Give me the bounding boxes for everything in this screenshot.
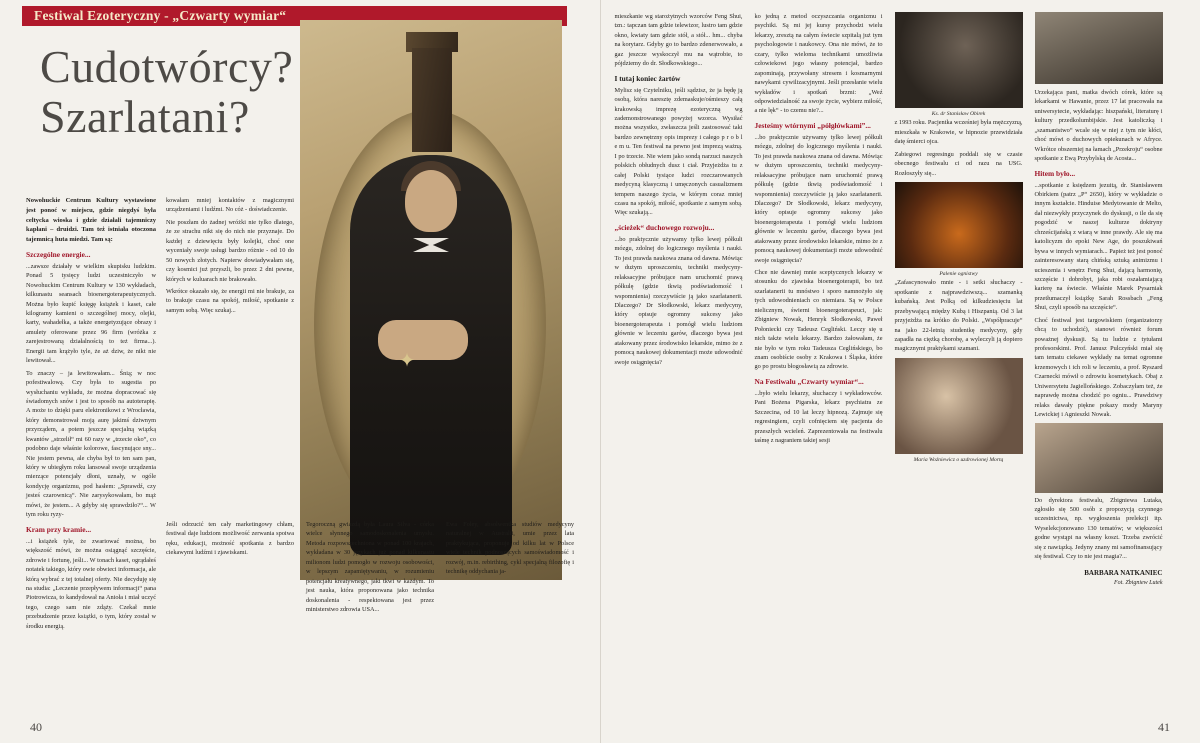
section-heading-koniec-zartow: I tutaj koniec żartów <box>614 73 681 83</box>
c6-p1: Urzekająca pani, matka dwóch córek, które są lekarkami w Hawanie, przez 17 lat pracowała na uniwersytecie, wykładając: hiszpański, literaturę i kultury przedkolumbijskie. Jest katoliczką i „szamanistwo“ wcale się w niej z tym nie kłóci, choć mówi o duchowych opiekunach w Afryce. Wkrótce obszerniej na łamach „Przekroju“ osobne spotkanie z Ewą Przybylską de Acosta... <box>1034 89 1163 163</box>
photo-fire-walking <box>895 182 1023 268</box>
figure-hands <box>378 320 468 360</box>
column-6 <box>755 12 883 714</box>
column-4-lower <box>446 520 574 716</box>
photo-lecture <box>1035 12 1163 84</box>
c2-p6: Ewa Foley, absolwentka studiów medycyny naturalnej w Australii, umie przez lata praktykująca, proponuje od kilku lat w Polsce wiele technik podnoszących samoświadomość i rozwój, m.in. rebirthing, cykl specjalną filozofię i technikę oddychania ja- <box>446 521 574 576</box>
section-heading-hitem-bylo: Hitem było... <box>1034 168 1076 178</box>
page-number-right: 41 <box>1158 720 1170 734</box>
column-7 <box>895 12 1023 714</box>
c4-p5: ...było wielu lekarzy, słuchaczy i wykładowców. Pani Bożena Pigarska, lekarz psychiatra ze Szczecina, od 10 lat leczy hipnozą. Zajmuje się regresingiem, czyli cofnięciem się pacjenta do przeszłych wcieleń. Zaprezentowała na festiwalu taśmę z nagraniem takiej sesji <box>754 389 883 445</box>
c2-p3: Wkrótce okazało się, że energii mi nie brakuje, za to brakuje czasu na spokój, miłość, spotkanie z samym sobą. Więc szukaj... <box>166 287 294 314</box>
right-page <box>601 0 1200 743</box>
column-5 <box>615 12 743 714</box>
magician-portrait-photo <box>300 20 562 580</box>
photo-priest <box>895 12 1023 108</box>
c1-p3: ...i książek tyle, że zwariować można, bo większość mówi, że można osiągnąć szczęście, zdrowie i fortunę, jeśli... W tonach kaset, ogrądałeś notatek takiego, który owie obwieci informacja, ale którą wybrać z tej totalnej oferty. Nie decyduję się na studia: „Leczenie przepływem informacji“ pana Piotrowicza, to kandydował na Anioła i miał uczyć tego, czego sam nie zdąży. Czekał mnie przebudzenie przez książki, o tym, który został w środku energią. <box>26 537 156 630</box>
author-signature: BARBARA NATKANIEC <box>1084 568 1163 577</box>
page-number-left: 40 <box>30 720 42 734</box>
column-8 <box>1035 12 1163 714</box>
column-3-lower <box>306 520 434 716</box>
photo-two-people <box>1035 423 1163 493</box>
c4-p2: ...bo praktycznie używamy tylko lewej półkuli mózgu, zdolnej do logicznego myślenia i nauki. To jest prawda naukowa znana od dawna. Mówiąc w dużym uproszczeniu, techniki medycyny-relaksacyjne próbujące nam uruchomić prawą półkulę (gdzie tkwią podświadomość i wspomnienia) rzeczywiście ją jako szarlatanerii. Dlaczego? Dr Słodkowski, lekarz medycyny, który opisuje ogromny sukcesy jako bioenergoterapeuta i pomógł wielu ludziom głównie w leczeniu garów, dlaczego bywa jest atakowany przez środowisko lekarskie, mimo że z pomocą naukowej dokumentacji może udowodnić swoje osiągnięcia? <box>754 133 883 264</box>
photo-healer-woman <box>895 358 1023 454</box>
c5-p2: z 1993 roku. Pacjentka wcześniej była mężczyzną, mieszkała w Krakowie, w hipnozie przewidziała datę śmierci ojca. <box>894 119 1023 146</box>
title-line-2: Szarlatani? <box>40 90 250 142</box>
c4-intro: ko jedną z metod oczyszczania organizmu i psychiki. Są mi jej kursy przychodzi wielu lekarzy, zresztą na całym świecie szpitalą już tym psychologowie i naukowcy. Ona nie mówi, że to czary, tylko wieloma technikami umożliwia człowiekowi jego własny potencjał, bardzo zapominają, przywołany stresem i kosmarnymi nawykami cywilizacyjnymi. Jeśli przesłanie wielu wykładów i spotkań brzmi: „Weź odpowiedzialność za swoje życie, wybierz miłość, a nie lęk“ - to czemu nie?... <box>754 13 883 115</box>
section-heading-sciezek: „ścieżek“ duchowego rozwoju... <box>614 222 715 232</box>
obelisk-shape <box>412 48 452 152</box>
c5-p4: „Zafascynowało mnie - i setki słuchaczy - spotkanie z najprawdziwszą... szamanką kubańską. Jest Polką od kilkudziesięciu lat przebywającą między Kubą i Hiszpanią. Od 3 lat przyjeżdża na krótko do Polski. „Współpracuje“ na jako 22-letnią studentkę medycyny, gdy zapadła na ciężką chorobę, a wyleczyli ją dopiero magicznymi praktykami szamani. <box>894 279 1023 353</box>
c2-p5: Tegoroczną gwiazdą była Laura Silva - córka wielce słynnego samodoskonalenia umysłu. Metoda rozpowszechniona w ponad 100 krajach, wykładana w 30 językach już ponad kilkunastu milionom ludzi pomogło w rozwoju osobowości, w lepszym zapamiętywaniu, w rozumieniu potencjału kreatywnego, jaki tkwi w każdym. To jest nauka, która proponowana jako technika doskonalenia - respektowana jest przez ministerstwo zdrowia USA... <box>306 521 434 613</box>
photo-caption-healer: Maria Woźniewicz o uzdrowionej Mortą <box>913 456 1004 463</box>
c3-p1: mieszkanie wg starożytnych wzorców Feng Shui, tzn.: tapczan tam gdzie telewizor, lustro tam gdzie okno, kwiaty tam gdzie stół, a stół... hm... chyba na korytarz. Gdyby go to bardzo zdenerwowało, a gaz jeszcze wyskoczył mu na wątrobie, to pójdziemy do dr. Słodkowskiego... <box>614 13 743 68</box>
section-heading-na-festiwalu: Na Festiwalu „Czwarty wymiar“... <box>754 376 864 386</box>
c6-p3: Choć festiwal jest targowiskiem (organizatorzy chcą to uchodzić), stanowi również forum poważnej dyskusji. Są tu ludzie z tytułami profesorskimi. Prof. Janusz Pulczyński miał się tam tematu ciekawe wykłady na temat ogromne krzemowych i ich roli w leczeniu, a prof. Ryszard Czarnecki mówił o zdrowiu kosmetykach. Obaj z Uniwersytetu Jagiellońskiego. Zobaczyłam też, że naprawdę można chodzić po ogniu... Prawdziwy relaks dawały piękne pokazy mody Maryny Lewickiej i Agnieszki Nowak. <box>1034 316 1163 419</box>
figure-head <box>405 170 457 232</box>
c1-p2: To znaczy – ja lewitowałam... Śnią; w noc pofestiwalową. Czy była to sugestia po wysłuchaniu wykładu, że można dopracować się świadomych snów i jest to sposób na autoterapię. A może to dzięki paru elektronikowi z Wrocławia, który demonstrował moją aurę jakimś dziwnym przyrządem, a potem jeszcze specjalną wiązką kwantów „strzelił“ mi 60 razy w „trzecie oko“, co podobno daje właśnie kolorowe, fascynujące sny... Nie jestem pewna, ale chyba był to ten sam pan, który w ubiegłym roku lansował swoje urządzenia mierzące potencjały dłoni, uznały, w ogóle kondycję organizmu, pod hasłem: „Sprawdź, czy jesteś czarownicą“. Nie zarysykowałam, bo mąż mówi, że jestem... A gdyby się sprawdziło?“... W tym roku ryzy- <box>26 369 156 519</box>
c1-p1: ...zawsze działały w wielkim skupisku ludzkim. Ponad 5 tysięcy ludzi uczestniczyło w Nowohuckim Centrum Kultury w 130 wykładach, kilkunastu seansach bioenergoterapeutycznych. Można było kupić księgę książek i kaset, całe kilogramy kamieni o szczególnej mocy, olejki, karty, wahadełka, a także energetyzujące obrazy i amulety oferowane przez 96 firm (wróżka z zarejestrowaną działalnością to też firma...). Energii tam krążyło tyle, że aż dziw, że nikt nie lewitował... <box>26 262 156 365</box>
c2-p2: Nie poszłam do żadnej wróżki nie tylko dlatego, że ze strachu nikt się do nich nie przyznaje. Do każdej z dziewięciu były kolejki, choć one wyceniały swoje usługi bardzo różnie - od 10 do 50 nowych złotych. Napierw dowiadywałam się, czy kosmici już przyszli, bo przez 2 dni pewne, których w kuluarach nie brakowało. <box>166 218 294 283</box>
star-icon: ✦ <box>398 350 416 372</box>
section-heading-polglowkami: Jesteśmy wtórnymi „półgłówkami”... <box>754 120 871 130</box>
lead-paragraph: Nowohuckie Centrum Kultury wystawione jest ponoć w miejscu, gdzie niegdyś była celtycka wioska i gdzie działali tajemniczy kapłani – druidzi. Tam też istniała otoczona tajemnicą huta miedzi. Tam są: <box>26 197 156 243</box>
title-line-1: Cudotwórcy? <box>40 41 294 92</box>
c6-p2: ...spotkanie z księdzem jezuitą, dr. Stanisławem Obirkiem (patrz „P“ 2650), który w wykładzie o innym kształcie. Hinduise Medytowanie dr Melto, dał niezwykły przyczynek do dyskusji, o ile da się pogodzić w naszej kulturze doktryny chrześcijańską z wiarą w inne prawdy. Ale się ma katolicyzm do epoki New Age, do poszukiwań bywa w innych wymiarach... Papież też jest ponoć zainteresowany starą chińską sztuką animizmu i ucieszenia i wnętrz Feng Shui, dającą harmonię, szczęście i dobrobyt, jaka robi oszałamiającą karierę na świecie. Właśnie Marek Pysarniak przetłumaczył książkę Sarah Rossbach „Feng Shui, czyli sposób na szczęście“. <box>1034 181 1163 312</box>
column-1 <box>26 196 156 716</box>
column-2-upper <box>166 196 294 526</box>
c2-p1: kowałam mniej kontaktów z magicznymi urządzeniami i ludźmi. No cóż - doświadczenie. <box>166 197 294 214</box>
section-heading-szczegolne-energie: Szczególne energie... <box>26 249 91 259</box>
c4-p3: Chce nie dawniej mnie sceptycznych lekarzy w stosunku do zjawiska bioenergoterapii, bo też szarlatanerii tu mnóstwo i sporo namnożyło się tych udowodnieniach co niemiara. Są w Polsce nielicznym, świerni bioenergoterapeuci, jak: Zbigniew Nowak, Henryk Słodkowski, Paweł Połoniecki czy Tadeusz Cegliński. Leczy się u nich także wielu lekarzy. Bardzo żałowałam, że nie było w tym roku Tadeusza Ceglińskiego, bo znam osobiście osoby z Krakowa i Śląska, które go po prostu błogosławią za zdrowie. <box>754 269 883 371</box>
c6-p4: Do dyrektora festiwalu, Zbigniewa Lutaka, zgłosiło się 500 osób z propozycją czynnego uczestnictwa, np. wygłoszenia prelekcji itp. Wyselekcjonowano 130 tematów; w większości godne wystąpi na własny koszt. Trzeba zwrócić się z nawiązką. Jedyny znany mi samofinansujący się festiwal. Czy to nie jest magia?... <box>1034 496 1163 561</box>
photo-caption-priest: Ks. dr Stanisław Obirek <box>931 111 986 117</box>
c2-p4: Jeśli odrzucić ten cały marketingowy chłam, festiwal daje ludziom możliwość zerwania spoiwa ręku, edukacji, możność spotkania z bardzo ciekawymi ludźmi i zjawiskami. <box>166 521 294 557</box>
photo-caption-fire: Palenie ognistwy <box>939 271 978 278</box>
photo-credit: Fot. Zbigniew Lutek <box>1114 580 1163 587</box>
banner-text: Festiwal Ezoteryczny - „Czwarty wymiar“ <box>34 8 287 23</box>
c5-p3: Zabiegowi regresingu poddali się w czasie obecnego festiwalu ci od razu na USG. Rozłoszyły się... <box>894 150 1023 177</box>
c3-p2: Mylisz się Czytelniku, jeśli sądzisz, że ja będę ją osobą, która naresztę zdemaskuje/ośmieszy całą krakowską imprezę ezoteryczną wg zademonstrowanego powyżej wzorca. Wysiłać można wszystko, zwłaszcza jeśli zastosować taki bardzo zewnętrzny opis imprezy i całego p r o b l e m u. Ten festiwal na pewno jest imprezą ważną. I po trzecie. Nie wiem jako sondą narzuci naszych polskich obłudnych dusz i ciał. Przyjeżdża tu z całej Polski tysiące ludzi rozczarowanych medycyną klasyczną i umęczonych casualizmem tempem naszego życia, w którym coraz mniej czasu na spokój, miłość, spotkanie z samym sobą. Więc szukają... <box>614 86 743 217</box>
section-heading-kram-przy-kramie: Kram przy kramie... <box>26 524 92 534</box>
c3-p3: ...bo praktycznie używamy tylko lewej półkuli mózgu, zdolnej do logicznego myślenia i nauki. To jest prawda naukowa znana od dawna. Mówiąc w dużym uproszczeniu, techniki medycyny-relaksacyjne próbujące nam uruchomić prawą półkulę (gdzie tkwią podświadomość i wspomnienia) rzeczywiście ją jako szarlatanerii. Dlaczego? Dr Słodkowski, lekarz medycyny, który opisuje ogromny sukcesy jako bioenergoterapeuta i pomógł wielu ludziom głównie w leczeniu garów, dlaczego bywa jest atakowany przez środowisko lekarskie, mimo że z pomocą naukowej dokumentacji może udowodnić swoje osiągnięcia? <box>614 235 743 366</box>
column-2-lower <box>166 520 294 716</box>
